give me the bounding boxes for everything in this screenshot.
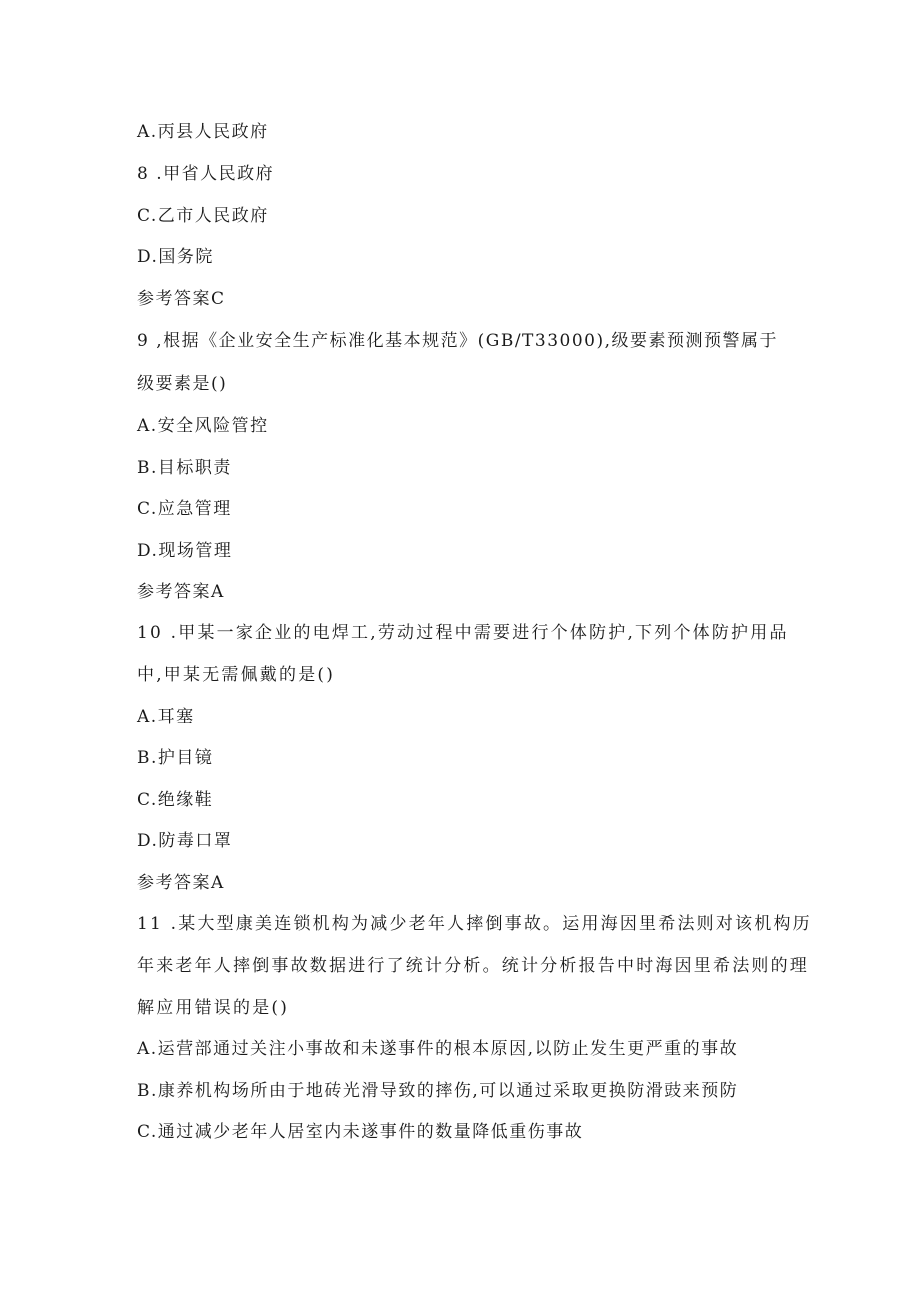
option-10-b: B.护目镜 (137, 748, 214, 768)
question-9-line-2: 级要素是() (137, 374, 228, 394)
option-11-c: C.通过减少老年人居室内未遂事件的数量降低重伤事故 (137, 1122, 584, 1142)
answer-7: 参考答案C (137, 289, 226, 309)
option-11-a: A.运营部通过关注小事故和未遂事件的根本原因,以防止发生更严重的事故 (137, 1039, 739, 1059)
answer-9: 参考答案A (137, 582, 225, 602)
option-9-c: C.应急管理 (137, 499, 232, 519)
option-7-c: C.乙市人民政府 (137, 206, 269, 226)
question-10-line-2: 中,甲某无需佩戴的是() (137, 665, 336, 685)
question-9-line-1: 9 ,根据《企业安全生产标准化基本规范》(GB/T33000),级要素预测预警属于 (137, 331, 779, 351)
option-7-a: A.丙县人民政府 (137, 122, 269, 142)
question-11-line-2: 年来老年人摔倒事故数据进行了统计分析。统计分析报告中时海因里希法则的理 (137, 956, 809, 976)
question-11-line-1: 11 .某大型康美连锁机构为减少老年人摔倒事故。运用海因里希法则对该机构历 (137, 914, 812, 934)
option-9-b: B.目标职责 (137, 458, 232, 478)
option-10-c: C.绝缘鞋 (137, 790, 214, 810)
option-9-d: D.现场管理 (137, 541, 233, 561)
option-10-d: D.防毒口罩 (137, 831, 233, 851)
option-7-d: D.国务院 (137, 247, 214, 267)
option-10-a: A.耳塞 (137, 707, 195, 727)
option-11-b: B.康养机构场所由于地砖光滑导致的摔伤,可以通过采取更换防滑豉来预防 (137, 1081, 739, 1101)
question-10-line-1: 10 .甲某一家企业的电焊工,劳动过程中需要进行个体防护,下列个体防护用品 (137, 623, 789, 643)
option-9-a: A.安全风险管控 (137, 416, 269, 436)
answer-10: 参考答案A (137, 873, 225, 893)
question-11-line-3: 解应用错误的是() (137, 998, 290, 1018)
option-7-b: 8 .甲省人民政府 (137, 164, 275, 184)
